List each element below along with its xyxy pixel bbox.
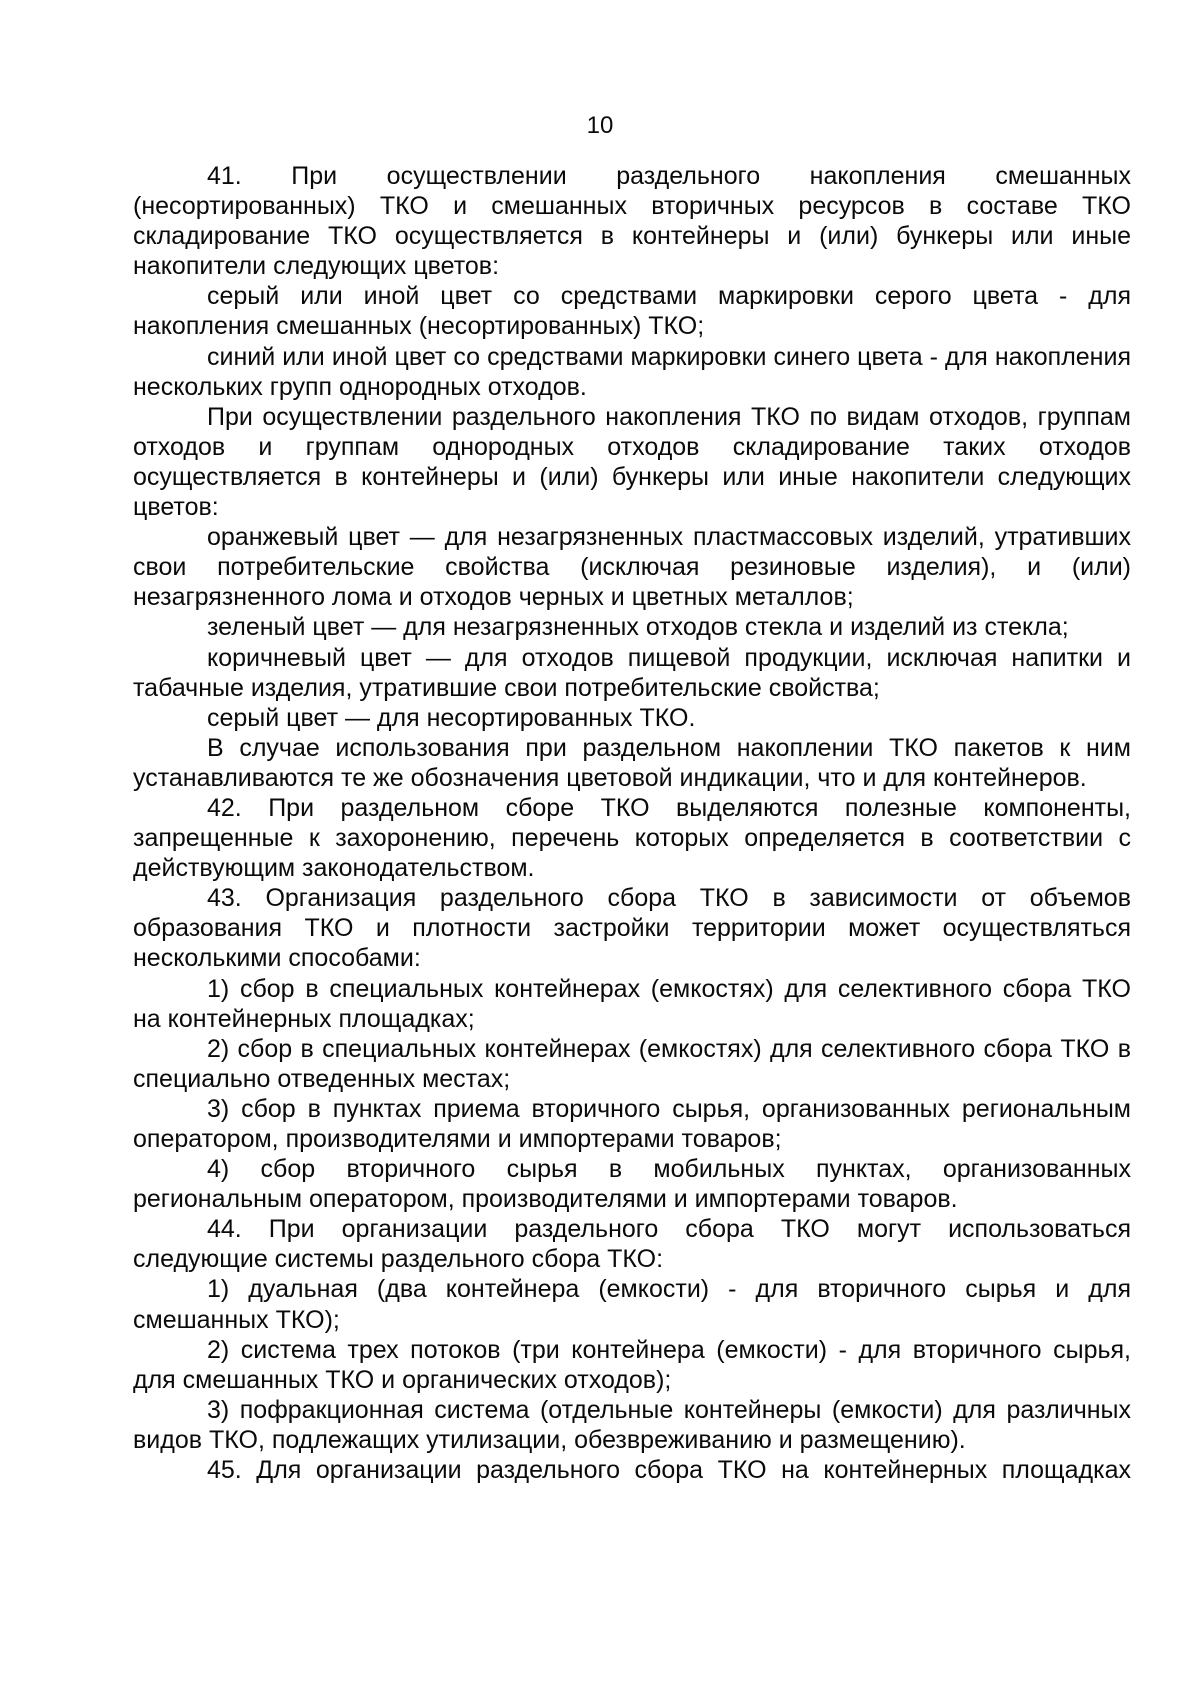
list-item-blue-container: синий или иной цвет со средствами маркировки синего цвета - для накопления нескольких групп однородных отходов.: [133, 342, 1131, 401]
list-item-44-2: 2) система трех потоков (три контейнера (емкости) - для вторичного сырья, для смешанных ТКО и органических отходов);: [133, 1335, 1131, 1394]
list-item-grey-color: серый цвет — для несортированных ТКО.: [207, 703, 696, 732]
paragraph-41: 41. При осуществлении раздельного накопления смешанных (несортированных) ТКО и смешанных вторичных ресурсов в составе ТКО складирование ТКО осуществляется в контейнеры и (или) бункеры или иные накопители следующих цветов:: [133, 162, 1131, 281]
list-item-43-4: 4) сбор вторичного сырья в мобильных пунктах, организованных региональным оператором, производителями и импортерами товаров.: [133, 1155, 1131, 1214]
list-item-43-2: 2) сбор в специальных контейнерах (емкостях) для селективного сбора ТКО в специально отведенных местах;: [133, 1034, 1131, 1093]
list-item-grey-container: серый или иной цвет со средствами маркировки серого цвета - для накопления смешанных (несортированных) ТКО;: [133, 282, 1131, 341]
list-item-43-1: 1) сбор в специальных контейнерах (емкостях) для селективного сбора ТКО на контейнерных площадках;: [133, 974, 1131, 1033]
paragraph-waste-types: При осуществлении раздельного накопления ТКО по видам отходов, группам отходов и группам однородных отходов складирование таких отходов осуществляется в контейнеры и (или) бункеры или иные накопители следующих цветов:: [133, 402, 1131, 522]
list-item-brown-color: коричневый цвет — для отходов пищевой продукции, исключая напитки и табачные изделия, утратившие свои потребительские свойства;: [133, 643, 1131, 702]
list-item-44-1: 1) дуальная (два контейнера (емкости) - для вторичного сырья и для смешанных ТКО);: [133, 1275, 1131, 1334]
list-item-green-color: зеленый цвет — для незагрязненных отходов стекла и изделий из стекла;: [207, 613, 1069, 642]
list-item-44-3: 3) пофракционная система (отдельные контейнеры (емкости) для различных видов ТКО, подлежащих утилизации, обезвреживанию и размещению).: [133, 1395, 1131, 1454]
paragraph-45: 45. Для организации раздельного сбора ТКО на контейнерных площадках: [207, 1456, 1131, 1485]
paragraph-bags: В случае использования при раздельном накоплении ТКО пакетов к ним устанавливаются те же обозначения цветовой индикации, что и для контейнеров.: [133, 733, 1131, 792]
document-body: [133, 161, 1131, 1485]
paragraph-43: 43. Организация раздельного сбора ТКО в зависимости от объемов образования ТКО и плотности застройки территории может осуществляться несколькими способами:: [133, 884, 1131, 973]
page-number: 10: [586, 112, 614, 139]
paragraph-42: 42. При раздельном сборе ТКО выделяются полезные компоненты, запрещенные к захоронению, перечень которых определяется в соответствии с действующим законодательством.: [133, 793, 1131, 883]
list-item-43-3: 3) сбор в пунктах приема вторичного сырья, организованных региональным оператором, производителями и импортерами товаров;: [133, 1094, 1131, 1153]
list-item-orange-color: оранжевый цвет — для незагрязненных пластмассовых изделий, утративших свои потребительские свойства (исключая резиновые изделия), и (или) незагрязненного лома и отходов черных и цветных металлов;: [133, 523, 1131, 612]
paragraph-44: 44. При организации раздельного сбора ТКО могут использоваться следующие системы раздельного сбора ТКО:: [133, 1215, 1131, 1274]
